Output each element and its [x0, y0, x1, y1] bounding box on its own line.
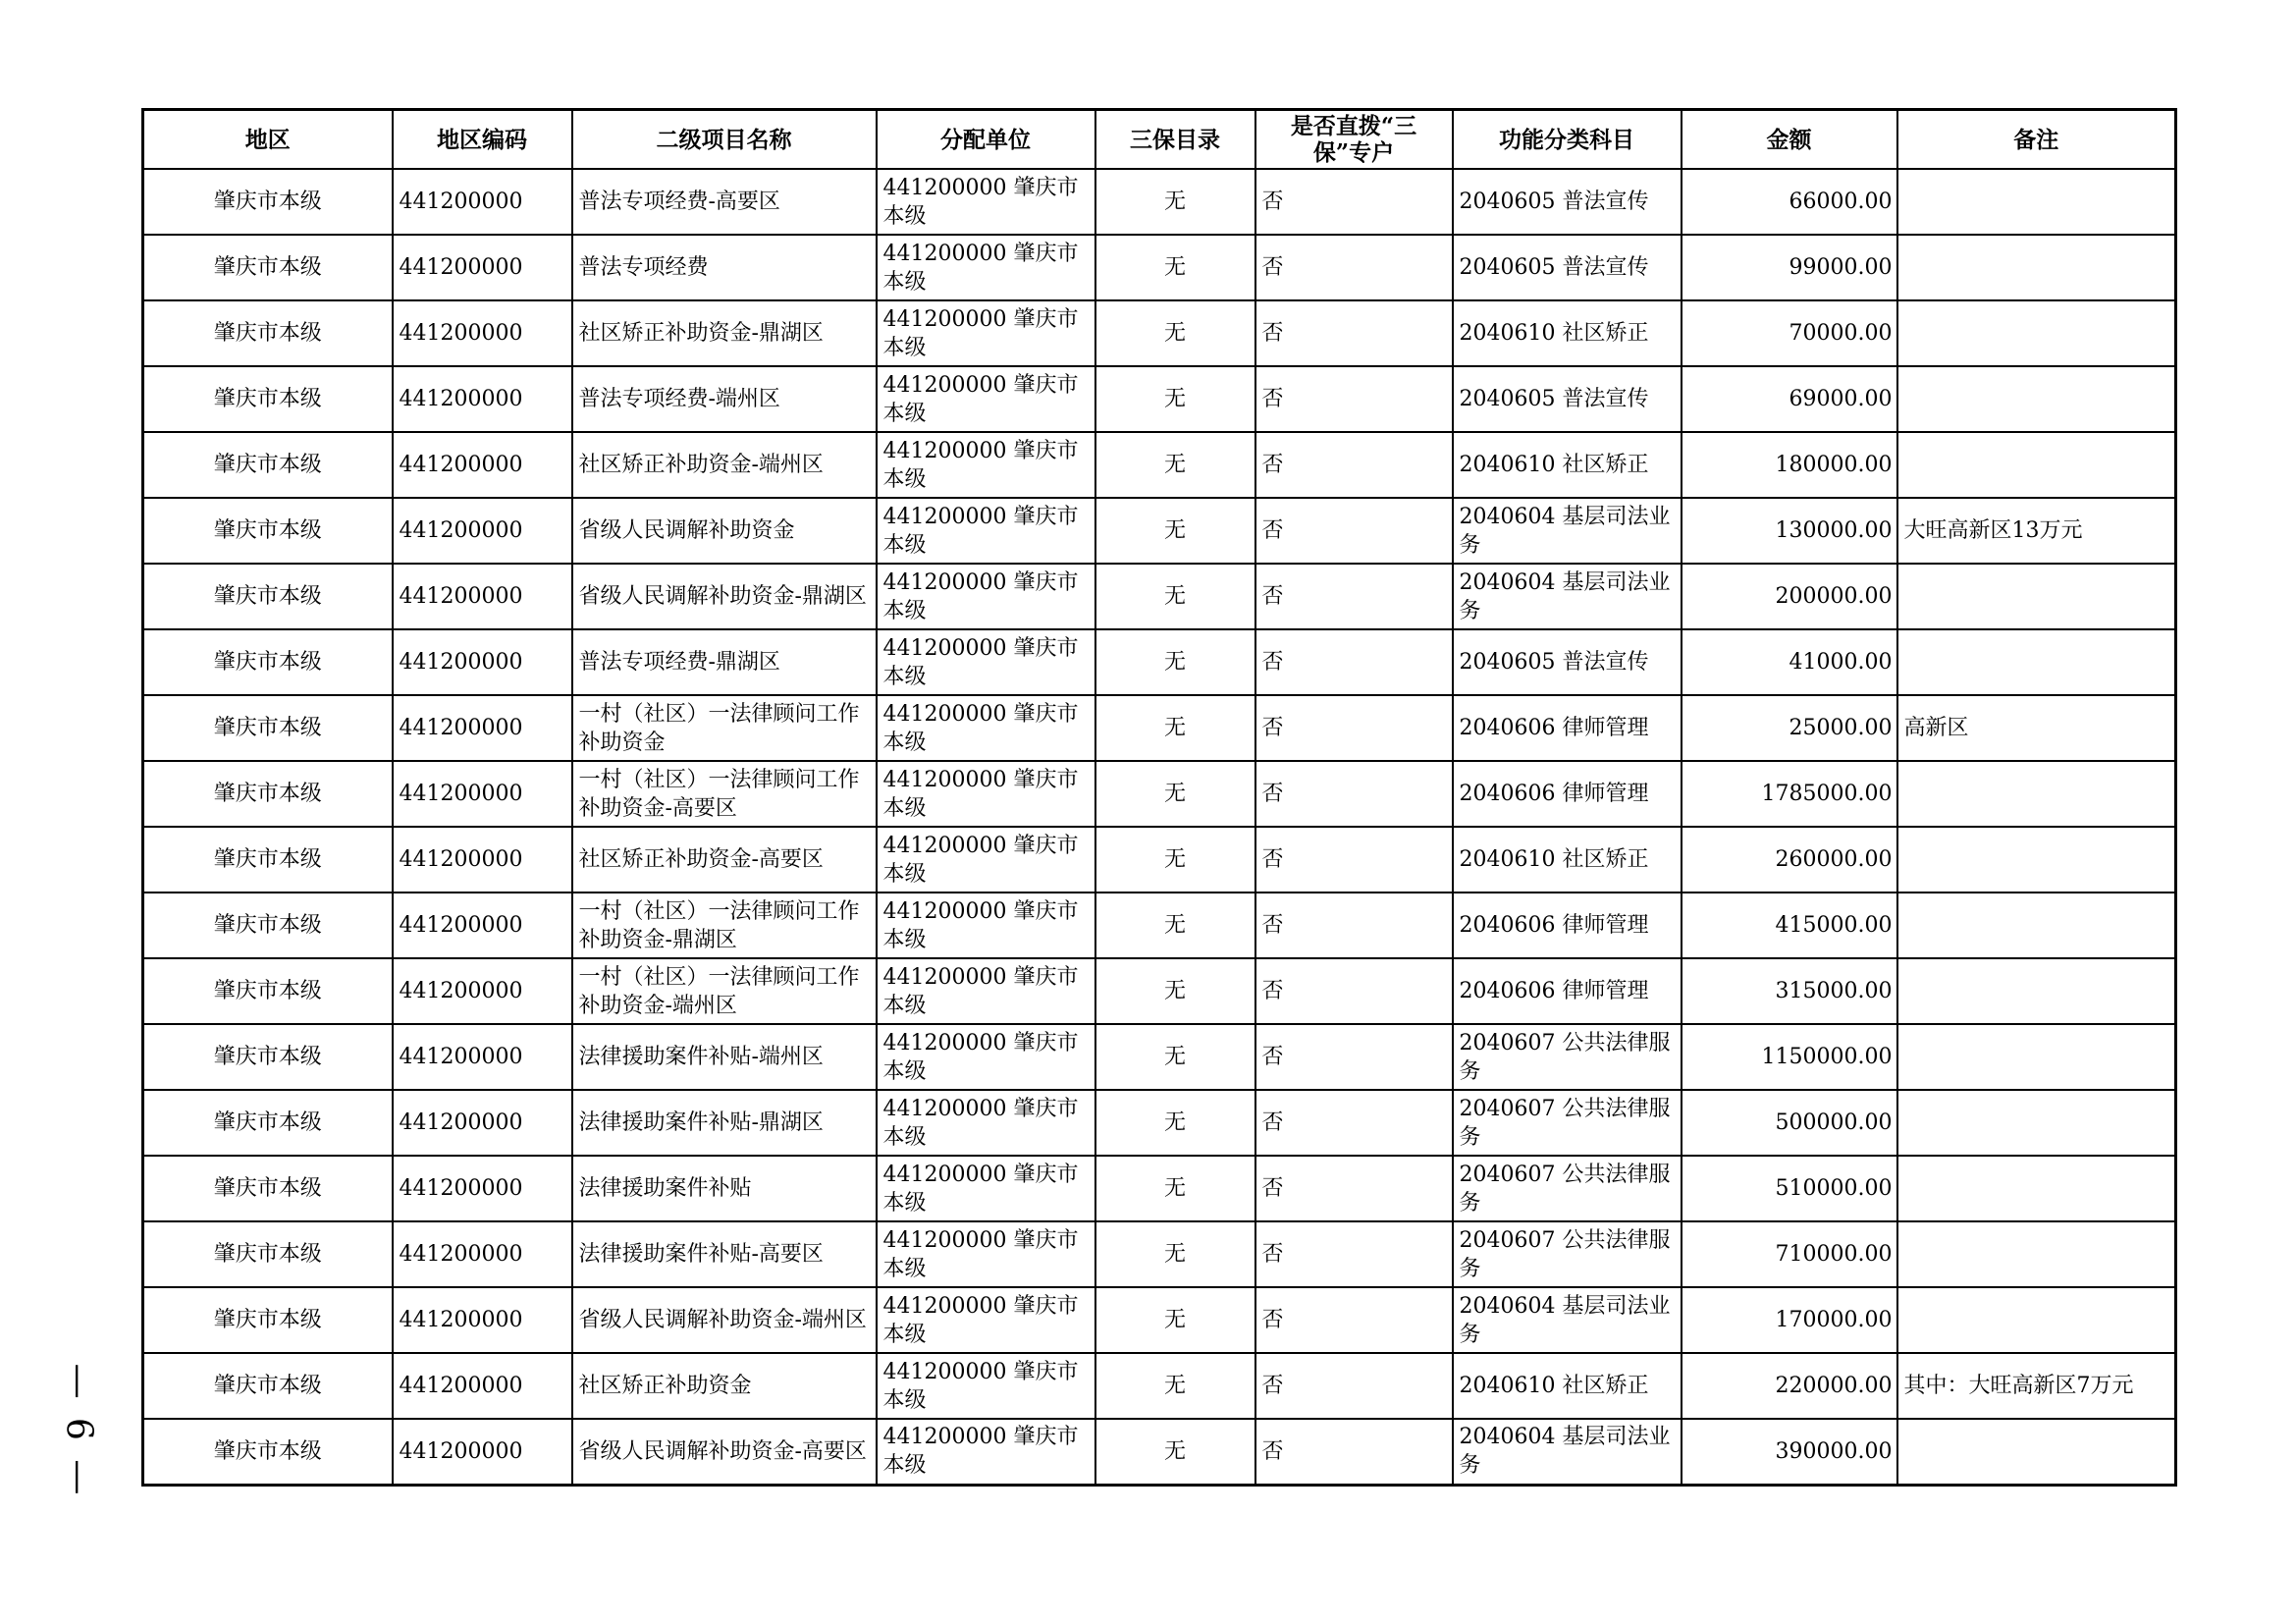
region-cell: 肇庆市本级: [143, 498, 393, 564]
allocation-unit-cell: 441200000 肇庆市本级: [877, 1287, 1095, 1353]
direct-transfer-cell: 否: [1255, 498, 1453, 564]
region-cell: 肇庆市本级: [143, 1221, 393, 1287]
remarks-cell: [1897, 1156, 2176, 1221]
direct-transfer-cell: 否: [1255, 761, 1453, 827]
project-name-cell: 法律援助案件补贴: [572, 1156, 877, 1221]
region-code-cell: 441200000: [393, 695, 572, 761]
function-category-cell: 2040606 律师管理: [1453, 893, 1682, 958]
remarks-cell: [1897, 958, 2176, 1024]
direct-transfer-cell: 否: [1255, 958, 1453, 1024]
allocation-unit-cell: 441200000 肇庆市本级: [877, 761, 1095, 827]
project-name-cell: 普法专项经费-鼎湖区: [572, 629, 877, 695]
remarks-cell: [1897, 827, 2176, 893]
region-code-cell: 441200000: [393, 1090, 572, 1156]
region-code-cell: 441200000: [393, 169, 572, 235]
amount-cell: 220000.00: [1682, 1353, 1897, 1419]
project-name-cell: 普法专项经费: [572, 235, 877, 300]
remarks-cell: [1897, 366, 2176, 432]
amount-cell: 25000.00: [1682, 695, 1897, 761]
region-code-cell: 441200000: [393, 629, 572, 695]
project-name-cell: 社区矫正补助资金-高要区: [572, 827, 877, 893]
table-row: [143, 827, 2176, 893]
header-amount: 金额: [1682, 110, 1897, 170]
region-code-cell: 441200000: [393, 235, 572, 300]
direct-transfer-cell: 否: [1255, 1287, 1453, 1353]
table-row: [143, 629, 2176, 695]
amount-cell: 69000.00: [1682, 366, 1897, 432]
sanbao-catalog-cell: 无: [1095, 761, 1255, 827]
function-category-cell: 2040610 社区矫正: [1453, 1353, 1682, 1419]
table-row: [143, 761, 2176, 827]
remarks-cell: [1897, 893, 2176, 958]
region-cell: 肇庆市本级: [143, 300, 393, 366]
page-number: [58, 1363, 99, 1498]
region-code-cell: 441200000: [393, 366, 572, 432]
direct-transfer-cell: 否: [1255, 1221, 1453, 1287]
function-category-cell: 2040606 律师管理: [1453, 695, 1682, 761]
remarks-cell: [1897, 169, 2176, 235]
function-category-cell: 2040607 公共法律服务: [1453, 1221, 1682, 1287]
function-category-cell: 2040610 社区矫正: [1453, 300, 1682, 366]
direct-transfer-cell: 否: [1255, 1090, 1453, 1156]
remarks-cell: [1897, 629, 2176, 695]
table-row: [143, 300, 2176, 366]
project-name-cell: 省级人民调解补助资金: [572, 498, 877, 564]
amount-cell: 99000.00: [1682, 235, 1897, 300]
header-sanbao-catalog: 三保目录: [1095, 110, 1255, 170]
sanbao-catalog-cell: 无: [1095, 1419, 1255, 1485]
direct-transfer-cell: 否: [1255, 827, 1453, 893]
region-code-cell: 441200000: [393, 1287, 572, 1353]
project-name-cell: 一村（社区）一法律顾问工作补助资金: [572, 695, 877, 761]
sanbao-catalog-cell: 无: [1095, 169, 1255, 235]
table-row: [143, 1353, 2176, 1419]
amount-cell: 315000.00: [1682, 958, 1897, 1024]
function-category-cell: 2040606 律师管理: [1453, 958, 1682, 1024]
amount-cell: 415000.00: [1682, 893, 1897, 958]
region-cell: 肇庆市本级: [143, 1024, 393, 1090]
sanbao-catalog-cell: 无: [1095, 498, 1255, 564]
region-code-cell: 441200000: [393, 432, 572, 498]
region-cell: 肇庆市本级: [143, 629, 393, 695]
function-category-cell: 2040607 公共法律服务: [1453, 1024, 1682, 1090]
allocation-unit-cell: 441200000 肇庆市本级: [877, 1353, 1095, 1419]
remarks-cell: [1897, 300, 2176, 366]
allocation-unit-cell: 441200000 肇庆市本级: [877, 169, 1095, 235]
remarks-cell: [1897, 564, 2176, 629]
table-row: [143, 564, 2176, 629]
amount-cell: 1150000.00: [1682, 1024, 1897, 1090]
table-row: [143, 169, 2176, 235]
region-cell: 肇庆市本级: [143, 827, 393, 893]
region-code-cell: 441200000: [393, 300, 572, 366]
region-cell: 肇庆市本级: [143, 235, 393, 300]
sanbao-catalog-cell: 无: [1095, 1353, 1255, 1419]
allocation-unit-cell: 441200000 肇庆市本级: [877, 432, 1095, 498]
header-function-category: 功能分类科目: [1453, 110, 1682, 170]
allocation-unit-cell: 441200000 肇庆市本级: [877, 1419, 1095, 1485]
project-name-cell: 一村（社区）一法律顾问工作补助资金-高要区: [572, 761, 877, 827]
region-code-cell: 441200000: [393, 498, 572, 564]
page-number-text: — 6 —: [58, 1363, 99, 1498]
sanbao-catalog-cell: 无: [1095, 1156, 1255, 1221]
remarks-cell: [1897, 1419, 2176, 1485]
table-row: [143, 432, 2176, 498]
allocation-unit-cell: 441200000 肇庆市本级: [877, 300, 1095, 366]
header-direct-transfer: 是否直拨“三保”专户: [1255, 110, 1453, 170]
direct-transfer-cell: 否: [1255, 695, 1453, 761]
region-cell: 肇庆市本级: [143, 893, 393, 958]
amount-cell: 1785000.00: [1682, 761, 1897, 827]
table-row: [143, 1221, 2176, 1287]
region-cell: 肇庆市本级: [143, 1419, 393, 1485]
region-code-cell: 441200000: [393, 564, 572, 629]
direct-transfer-cell: 否: [1255, 893, 1453, 958]
header-project-name: 二级项目名称: [572, 110, 877, 170]
region-code-cell: 441200000: [393, 761, 572, 827]
allocation-unit-cell: 441200000 肇庆市本级: [877, 235, 1095, 300]
project-name-cell: 一村（社区）一法律顾问工作补助资金-鼎湖区: [572, 893, 877, 958]
header-region-code: 地区编码: [393, 110, 572, 170]
table-row: [143, 695, 2176, 761]
region-code-cell: 441200000: [393, 1156, 572, 1221]
region-code-cell: 441200000: [393, 827, 572, 893]
allocation-unit-cell: 441200000 肇庆市本级: [877, 958, 1095, 1024]
sanbao-catalog-cell: 无: [1095, 432, 1255, 498]
table-row: [143, 1419, 2176, 1485]
project-name-cell: 一村（社区）一法律顾问工作补助资金-端州区: [572, 958, 877, 1024]
remarks-cell: [1897, 1090, 2176, 1156]
sanbao-catalog-cell: 无: [1095, 1221, 1255, 1287]
region-cell: 肇庆市本级: [143, 1156, 393, 1221]
sanbao-catalog-cell: 无: [1095, 366, 1255, 432]
function-category-cell: 2040604 基层司法业务: [1453, 564, 1682, 629]
amount-cell: 70000.00: [1682, 300, 1897, 366]
function-category-cell: 2040606 律师管理: [1453, 761, 1682, 827]
direct-transfer-cell: 否: [1255, 1156, 1453, 1221]
sanbao-catalog-cell: 无: [1095, 893, 1255, 958]
sanbao-catalog-cell: 无: [1095, 300, 1255, 366]
amount-cell: 41000.00: [1682, 629, 1897, 695]
sanbao-catalog-cell: 无: [1095, 827, 1255, 893]
region-cell: 肇庆市本级: [143, 1287, 393, 1353]
remarks-cell: [1897, 432, 2176, 498]
sanbao-catalog-cell: 无: [1095, 564, 1255, 629]
sanbao-catalog-cell: 无: [1095, 1090, 1255, 1156]
project-name-cell: 社区矫正补助资金-端州区: [572, 432, 877, 498]
amount-cell: 170000.00: [1682, 1287, 1897, 1353]
table-body: [143, 169, 2176, 1485]
region-cell: 肇庆市本级: [143, 564, 393, 629]
table-row: [143, 893, 2176, 958]
amount-cell: 510000.00: [1682, 1156, 1897, 1221]
table-row: [143, 366, 2176, 432]
remarks-cell: 大旺高新区13万元: [1897, 498, 2176, 564]
sanbao-catalog-cell: 无: [1095, 958, 1255, 1024]
amount-cell: 710000.00: [1682, 1221, 1897, 1287]
header-region: 地区: [143, 110, 393, 170]
table-row: [143, 1156, 2176, 1221]
amount-cell: 500000.00: [1682, 1090, 1897, 1156]
region-cell: 肇庆市本级: [143, 695, 393, 761]
region-code-cell: 441200000: [393, 893, 572, 958]
amount-cell: 180000.00: [1682, 432, 1897, 498]
allocation-unit-cell: 441200000 肇庆市本级: [877, 893, 1095, 958]
project-name-cell: 省级人民调解补助资金-高要区: [572, 1419, 877, 1485]
function-category-cell: 2040604 基层司法业务: [1453, 498, 1682, 564]
project-name-cell: 普法专项经费-端州区: [572, 366, 877, 432]
amount-cell: 66000.00: [1682, 169, 1897, 235]
region-code-cell: 441200000: [393, 958, 572, 1024]
allocation-unit-cell: 441200000 肇庆市本级: [877, 498, 1095, 564]
table-row: [143, 1024, 2176, 1090]
remarks-cell: [1897, 1024, 2176, 1090]
table-row: [143, 1287, 2176, 1353]
direct-transfer-cell: 否: [1255, 432, 1453, 498]
region-cell: 肇庆市本级: [143, 169, 393, 235]
region-code-cell: 441200000: [393, 1221, 572, 1287]
direct-transfer-cell: 否: [1255, 564, 1453, 629]
table-row: [143, 958, 2176, 1024]
allocation-table: [141, 108, 2177, 1487]
remarks-cell: 高新区: [1897, 695, 2176, 761]
allocation-unit-cell: 441200000 肇庆市本级: [877, 366, 1095, 432]
function-category-cell: 2040605 普法宣传: [1453, 366, 1682, 432]
direct-transfer-cell: 否: [1255, 629, 1453, 695]
direct-transfer-cell: 否: [1255, 1419, 1453, 1485]
project-name-cell: 普法专项经费-高要区: [572, 169, 877, 235]
direct-transfer-cell: 否: [1255, 300, 1453, 366]
table-header-row: [143, 110, 2176, 170]
function-category-cell: 2040605 普法宣传: [1453, 629, 1682, 695]
sanbao-catalog-cell: 无: [1095, 629, 1255, 695]
region-cell: 肇庆市本级: [143, 366, 393, 432]
remarks-cell: [1897, 1221, 2176, 1287]
allocation-unit-cell: 441200000 肇庆市本级: [877, 629, 1095, 695]
header-allocation-unit: 分配单位: [877, 110, 1095, 170]
remarks-cell: [1897, 761, 2176, 827]
project-name-cell: 法律援助案件补贴-高要区: [572, 1221, 877, 1287]
project-name-cell: 省级人民调解补助资金-端州区: [572, 1287, 877, 1353]
region-code-cell: 441200000: [393, 1353, 572, 1419]
direct-transfer-cell: 否: [1255, 366, 1453, 432]
allocation-unit-cell: 441200000 肇庆市本级: [877, 1221, 1095, 1287]
region-cell: 肇庆市本级: [143, 1353, 393, 1419]
project-name-cell: 社区矫正补助资金: [572, 1353, 877, 1419]
amount-cell: 200000.00: [1682, 564, 1897, 629]
project-name-cell: 法律援助案件补贴-端州区: [572, 1024, 877, 1090]
function-category-cell: 2040610 社区矫正: [1453, 432, 1682, 498]
amount-cell: 390000.00: [1682, 1419, 1897, 1485]
table-row: [143, 498, 2176, 564]
allocation-unit-cell: 441200000 肇庆市本级: [877, 1156, 1095, 1221]
direct-transfer-cell: 否: [1255, 1353, 1453, 1419]
table-row: [143, 1090, 2176, 1156]
direct-transfer-cell: 否: [1255, 235, 1453, 300]
amount-cell: 260000.00: [1682, 827, 1897, 893]
allocation-unit-cell: 441200000 肇庆市本级: [877, 1090, 1095, 1156]
project-name-cell: 法律援助案件补贴-鼎湖区: [572, 1090, 877, 1156]
direct-transfer-cell: 否: [1255, 1024, 1453, 1090]
allocation-unit-cell: 441200000 肇庆市本级: [877, 1024, 1095, 1090]
allocation-unit-cell: 441200000 肇庆市本级: [877, 695, 1095, 761]
amount-cell: 130000.00: [1682, 498, 1897, 564]
project-name-cell: 社区矫正补助资金-鼎湖区: [572, 300, 877, 366]
function-category-cell: 2040605 普法宣传: [1453, 235, 1682, 300]
region-code-cell: 441200000: [393, 1024, 572, 1090]
sanbao-catalog-cell: 无: [1095, 695, 1255, 761]
allocation-unit-cell: 441200000 肇庆市本级: [877, 827, 1095, 893]
table-row: [143, 235, 2176, 300]
sanbao-catalog-cell: 无: [1095, 1024, 1255, 1090]
function-category-cell: 2040607 公共法律服务: [1453, 1156, 1682, 1221]
sanbao-catalog-cell: 无: [1095, 1287, 1255, 1353]
region-cell: 肇庆市本级: [143, 432, 393, 498]
function-category-cell: 2040607 公共法律服务: [1453, 1090, 1682, 1156]
remarks-cell: 其中：大旺高新区7万元: [1897, 1353, 2176, 1419]
direct-transfer-cell: 否: [1255, 169, 1453, 235]
remarks-cell: [1897, 1287, 2176, 1353]
remarks-cell: [1897, 235, 2176, 300]
header-remarks: 备注: [1897, 110, 2176, 170]
project-name-cell: 省级人民调解补助资金-鼎湖区: [572, 564, 877, 629]
region-cell: 肇庆市本级: [143, 761, 393, 827]
function-category-cell: 2040605 普法宣传: [1453, 169, 1682, 235]
sanbao-catalog-cell: 无: [1095, 235, 1255, 300]
region-cell: 肇庆市本级: [143, 1090, 393, 1156]
allocation-table-container: [141, 108, 2174, 1487]
allocation-unit-cell: 441200000 肇庆市本级: [877, 564, 1095, 629]
function-category-cell: 2040604 基层司法业务: [1453, 1419, 1682, 1485]
function-category-cell: 2040604 基层司法业务: [1453, 1287, 1682, 1353]
region-cell: 肇庆市本级: [143, 958, 393, 1024]
region-code-cell: 441200000: [393, 1419, 572, 1485]
function-category-cell: 2040610 社区矫正: [1453, 827, 1682, 893]
